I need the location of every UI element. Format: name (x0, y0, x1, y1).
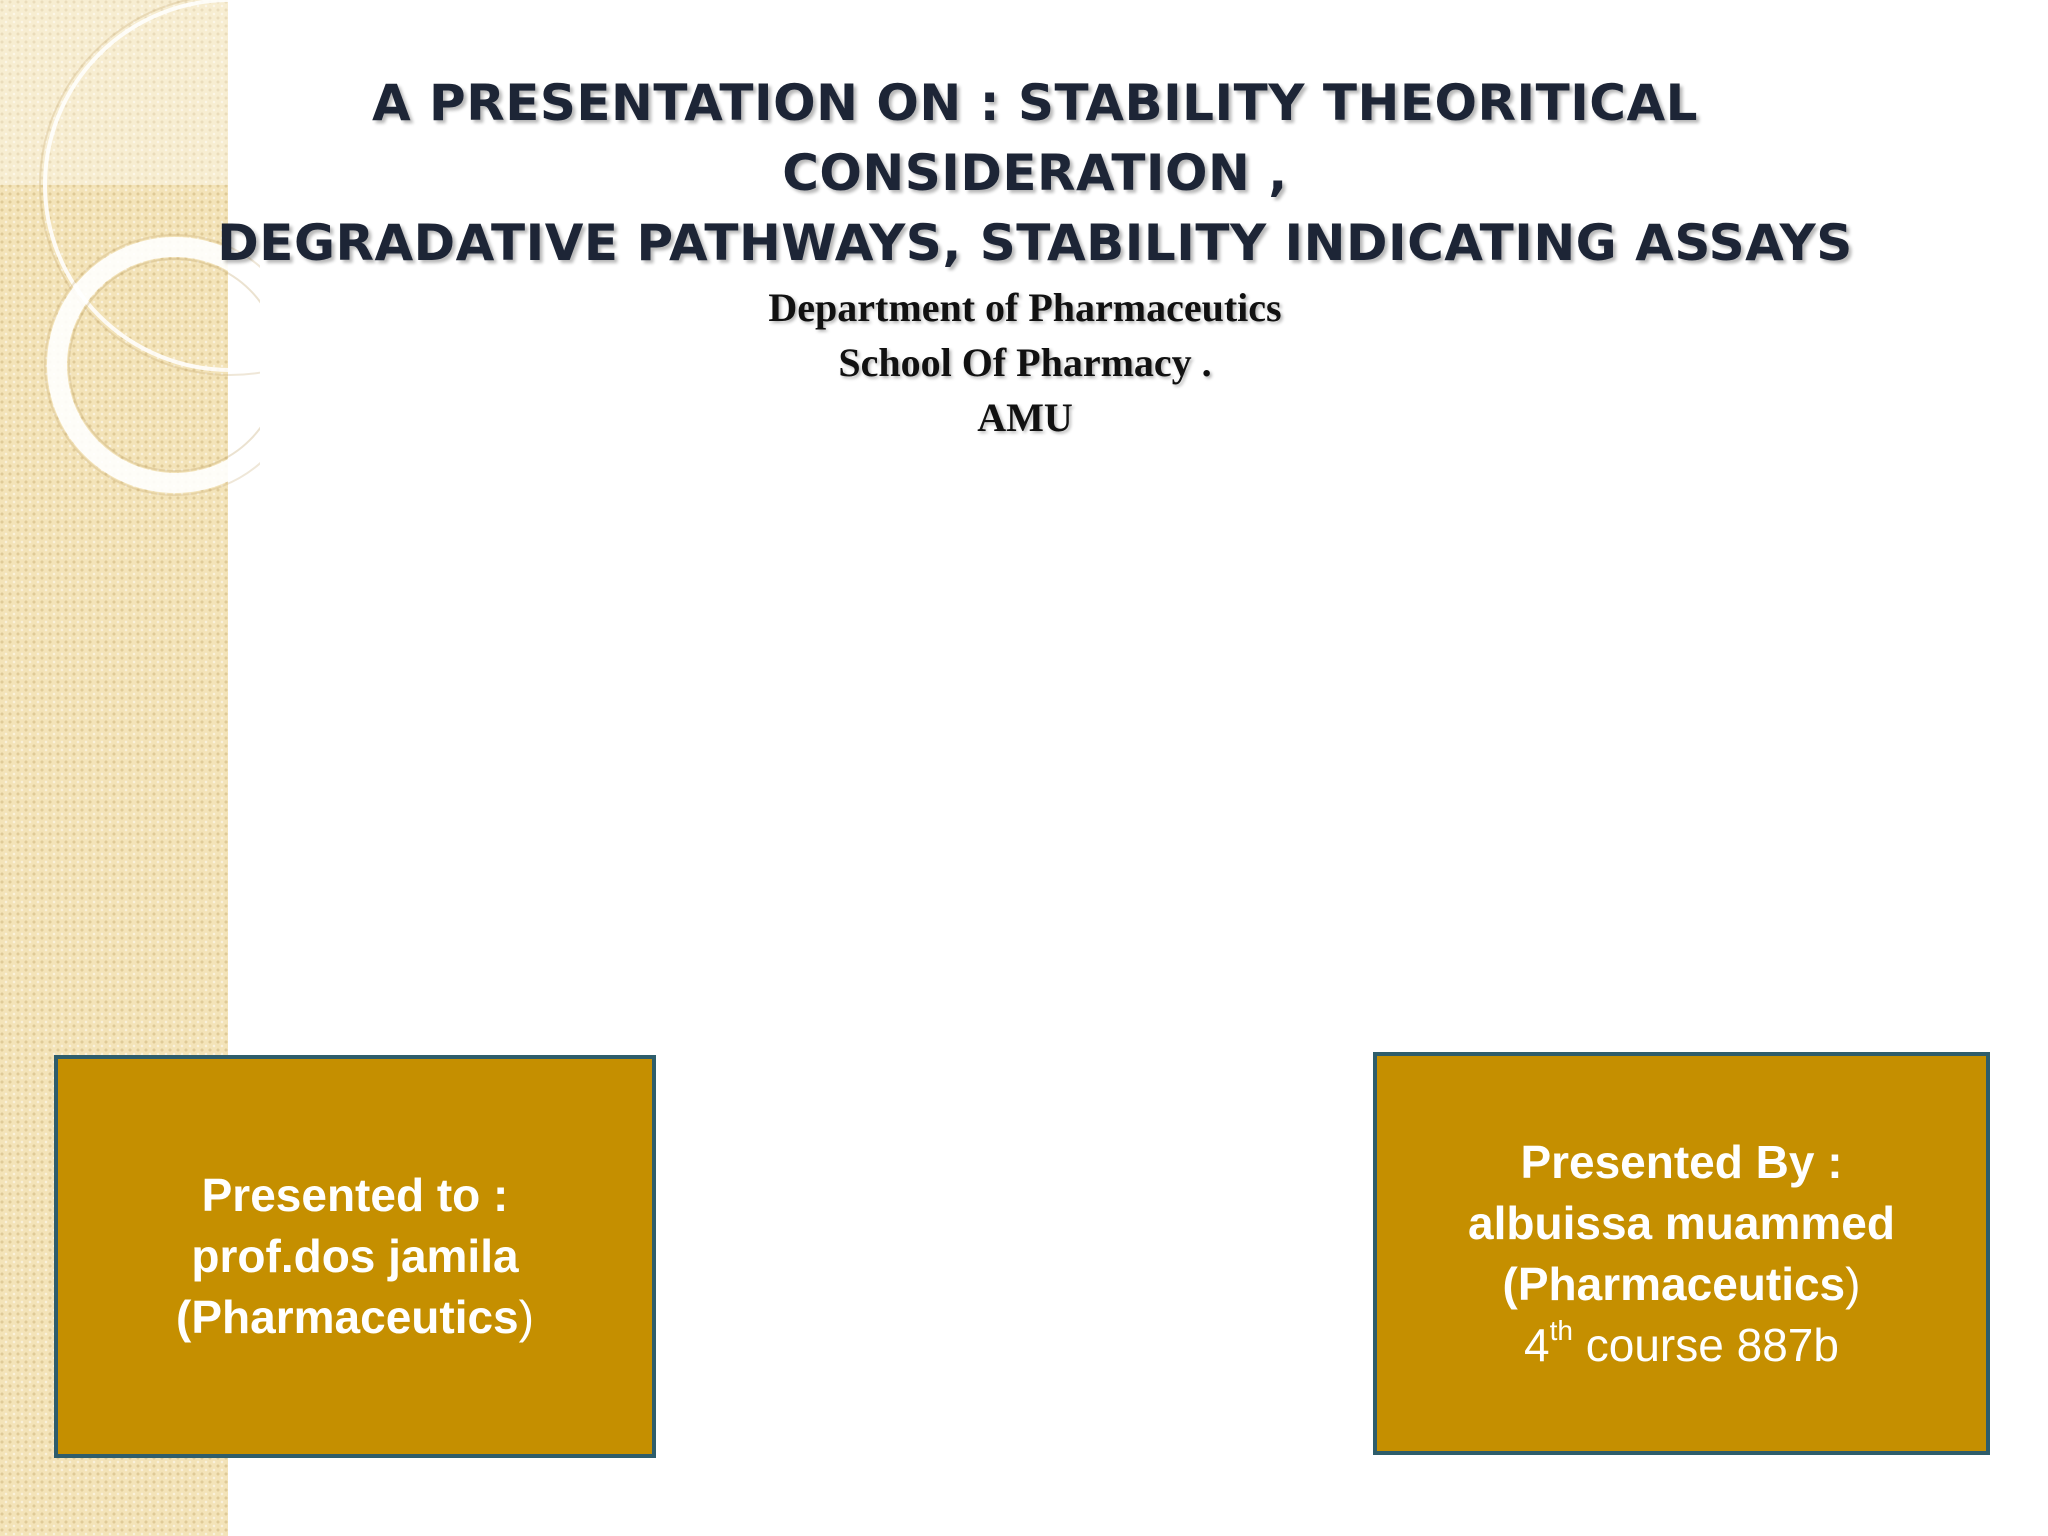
course-number: 4 (1524, 1318, 1550, 1371)
course-ordinal-suffix: th (1549, 1315, 1573, 1347)
school-name: School Of Pharmacy . (838, 340, 1212, 385)
institution-block (500, 280, 1550, 445)
presented-to-department-line (176, 1287, 534, 1348)
slide-title (150, 68, 1920, 278)
presented-to-dept-open: ( (176, 1291, 192, 1343)
presented-by-course (1524, 1315, 1839, 1376)
department-name: Department of Pharmaceutics (768, 285, 1282, 330)
presented-to-dept-close: ) (518, 1291, 534, 1343)
presented-by-department: Pharmaceutics (1517, 1257, 1846, 1310)
title-line-1: A PRESENTATION ON : STABILITY THEORITICAL CONSIDERATION , (371, 74, 1699, 202)
presented-to-box (54, 1055, 656, 1458)
university-name: AMU (977, 395, 1073, 440)
course-text: course 887b (1572, 1318, 1839, 1371)
presented-by-heading: Presented By : (1520, 1135, 1843, 1188)
presented-by-dept-close: ) (1845, 1257, 1861, 1310)
presented-by-box (1373, 1052, 1990, 1455)
presented-by-name: albuissa muammed (1468, 1196, 1895, 1249)
presented-to-name: prof.dos jamila (191, 1230, 519, 1282)
title-line-2: DEGRADATIVE PATHWAYS, STABILITY INDICATING ASSAYS (217, 214, 1853, 272)
presented-to-department: Pharmaceutics (191, 1291, 519, 1343)
presented-by-dept-open: ( (1502, 1257, 1518, 1310)
presented-by-department-line (1503, 1254, 1861, 1315)
presented-to-heading: Presented to : (201, 1169, 509, 1221)
